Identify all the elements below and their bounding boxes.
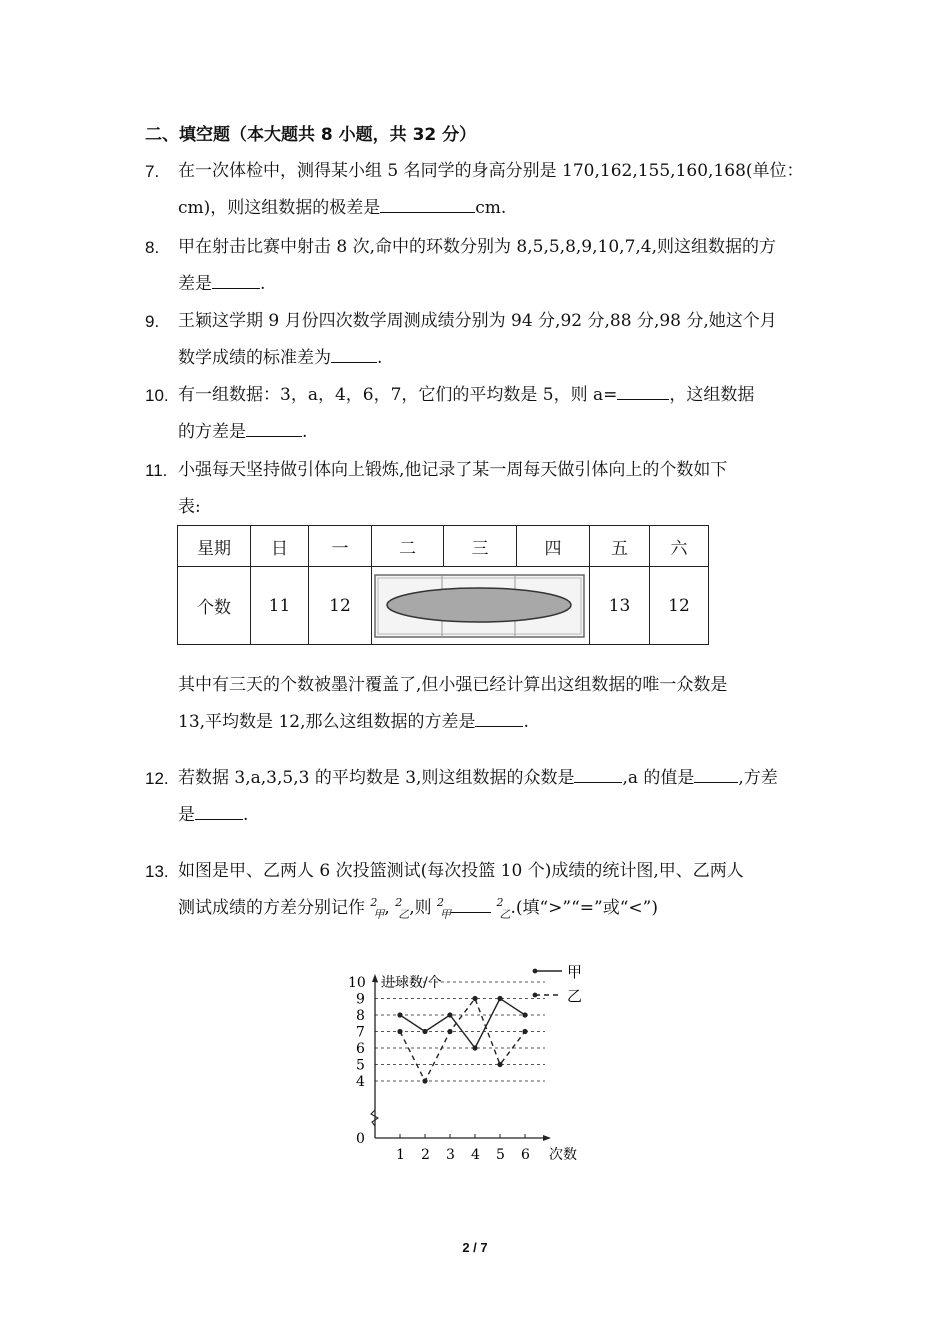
data-point [422,1029,427,1034]
table-cell: 星期 [178,526,251,567]
data-point [522,1029,527,1034]
series-line-jia [400,999,525,1049]
table-cell: 12 [650,567,709,645]
answer-blank[interactable] [694,762,738,783]
table-cell: 个数 [178,567,251,645]
y-axis-arrow [372,974,378,982]
y-tick-label: 5 [356,1057,365,1074]
ink-covered-cells [372,567,590,645]
x-tick-label: 3 [446,1147,455,1163]
question-10 [145,377,815,451]
question-number: 11. [145,461,168,480]
question-text: 若数据 3,a,3,5,3 的平均数是 3,则这组数据的众数是 [178,768,575,788]
question-text: cm. [475,198,507,218]
table-cell: 12 [309,567,372,645]
question-11-continued [145,667,815,741]
x-tick-label: 4 [471,1147,480,1163]
x-tick-label: 5 [496,1147,505,1163]
table-header-row [178,526,709,567]
answer-blank[interactable] [475,706,523,727]
data-point [397,1012,402,1017]
question-text: 小强每天坚持做引体向上锻炼,他记录了某一周每天做引体向上的个数如下 [178,460,728,480]
question-9 [145,303,815,377]
question-8 [145,229,815,303]
question-text: ，这组数据 [669,385,755,405]
data-point [447,1029,452,1034]
pullup-table [177,525,709,645]
data-point [497,996,502,1001]
question-text: . [260,274,266,294]
x-tick-label: 1 [396,1147,405,1163]
question-text: ,则 [409,898,432,918]
x-axis-label: 次数 [549,1147,577,1163]
y-tick-label: 10 [348,975,366,991]
question-text: 13,平均数是 12,那么这组数据的方差是 [178,712,476,732]
y-tick-label: 8 [356,1008,365,1024]
question-7 [145,153,815,227]
x-axis-arrow [543,1135,551,1141]
y-tick-label: 4 [356,1074,365,1090]
question-13: 13. 如图是甲、乙两人 6 次投篮测试(每次投篮 10 个)成绩的统计图,甲、乙两人 测试成绩的方差分别记作 $^2_甲$, $^2_乙$,则 $^2_甲$ $^2_乙$.(填“>”“=”或“<”) [145,853,815,928]
chart-axes [371,974,577,1163]
question-text: ,方差 [738,768,778,788]
table-row [178,567,709,645]
question-number: 9. [145,312,160,331]
x-tick-label: 6 [521,1147,530,1163]
question-text: 王颖这学期 9 月份四次数学周测成绩分别为 94 分,92 分,88 分,98 分,她这个月 [178,311,777,331]
table-cell: 二 [372,526,444,567]
data-point [472,1045,477,1050]
legend-label: 乙 [567,987,583,1005]
legend-marker [533,969,538,974]
y-tick-label: 9 [356,991,365,1008]
data-point [522,1012,527,1017]
superscript: 2 [437,896,445,909]
legend-label: 甲 [567,963,583,981]
basketball-line-chart [340,960,600,1170]
answer-blank[interactable] [451,892,491,913]
answer-blank[interactable] [212,268,260,289]
question-text: 的方差是 [178,422,246,442]
question-text: 是 [178,805,195,825]
table-cell: 四 [517,526,590,567]
table-cell: 13 [590,567,650,645]
table-cell: 五 [590,526,650,567]
section-title: 二、填空题（本大题共 8 小题，共 32 分） [145,125,477,145]
question-number: 7. [145,162,160,181]
data-point [497,1062,502,1067]
question-number: 8. [145,238,160,257]
x-tick-label: 2 [421,1147,430,1163]
superscript: 2 [395,896,403,909]
chart-series [397,996,527,1084]
answer-blank[interactable] [331,342,377,363]
y-tick-label: 6 [356,1041,365,1057]
answer-blank[interactable] [380,192,475,213]
data-point [397,1029,402,1034]
question-11 [145,452,815,526]
data-point [447,1012,452,1017]
question-number: 10. [145,386,169,405]
table-cell: 一 [309,526,372,567]
answer-blank[interactable] [195,799,243,820]
subscript-yi: 乙 [499,908,511,921]
question-text: 甲在射击比赛中射击 8 次,命中的环数分别为 8,5,5,8,9,10,7,4,则这组数据的方 [178,237,777,257]
ink-blot-image [372,567,587,644]
question-text: . [377,348,383,368]
question-text: ,a 的值是 [622,768,695,788]
legend-marker [533,993,538,998]
question-text: 有一组数据：3，a，4，6，7，它们的平均数是 5，则 a= [178,385,618,405]
table-cell: 日 [251,526,309,567]
question-text: cm)，则这组数据的极差是 [178,198,381,218]
table-cell: 11 [251,567,309,645]
superscript: 2 [496,896,504,909]
question-text: . [523,712,529,732]
y-axis-label: 进球数/个 [381,975,442,991]
question-text: . [302,422,308,442]
question-text: 差是 [178,274,212,294]
subscript-jia: 甲 [373,908,385,921]
chart-legend [533,963,582,1005]
question-text: 测试成绩的方差分别记作 [178,898,365,918]
y-tick-label: 0 [356,1131,365,1147]
question-text: .(填“>”“=”或“<”) [510,898,658,918]
table-cell: 三 [444,526,517,567]
question-text: 表: [178,497,201,517]
page-number: 2 / 7 [462,1240,488,1255]
table-cell: 六 [650,526,709,567]
question-text: . [243,805,249,825]
superscript: 2 [370,896,378,909]
question-text: 在一次体检中，测得某小组 5 名同学的身高分别是 170,162,155,160,168(单位： [178,161,804,181]
question-text: 数学成绩的标准差为 [178,348,331,368]
y-tick-label: 7 [356,1024,365,1041]
answer-blank[interactable] [617,379,669,400]
question-number: 13. [145,862,169,881]
question-text: 如图是甲、乙两人 6 次投篮测试(每次投篮 10 个)成绩的统计图,甲、乙两人 [178,861,744,881]
series-line-yi [400,999,525,1082]
answer-blank[interactable] [246,416,302,437]
subscript-yi: 乙 [398,908,410,921]
answer-blank[interactable] [574,762,622,783]
subscript-jia: 甲 [440,908,452,921]
y-tick-labels [348,975,366,1147]
data-point [422,1078,427,1083]
question-number: 12. [145,769,169,788]
data-point [472,996,477,1001]
question-text: 其中有三天的个数被墨汁覆盖了,但小强已经计算出这组数据的唯一众数是 [178,675,728,695]
question-12 [145,760,815,834]
